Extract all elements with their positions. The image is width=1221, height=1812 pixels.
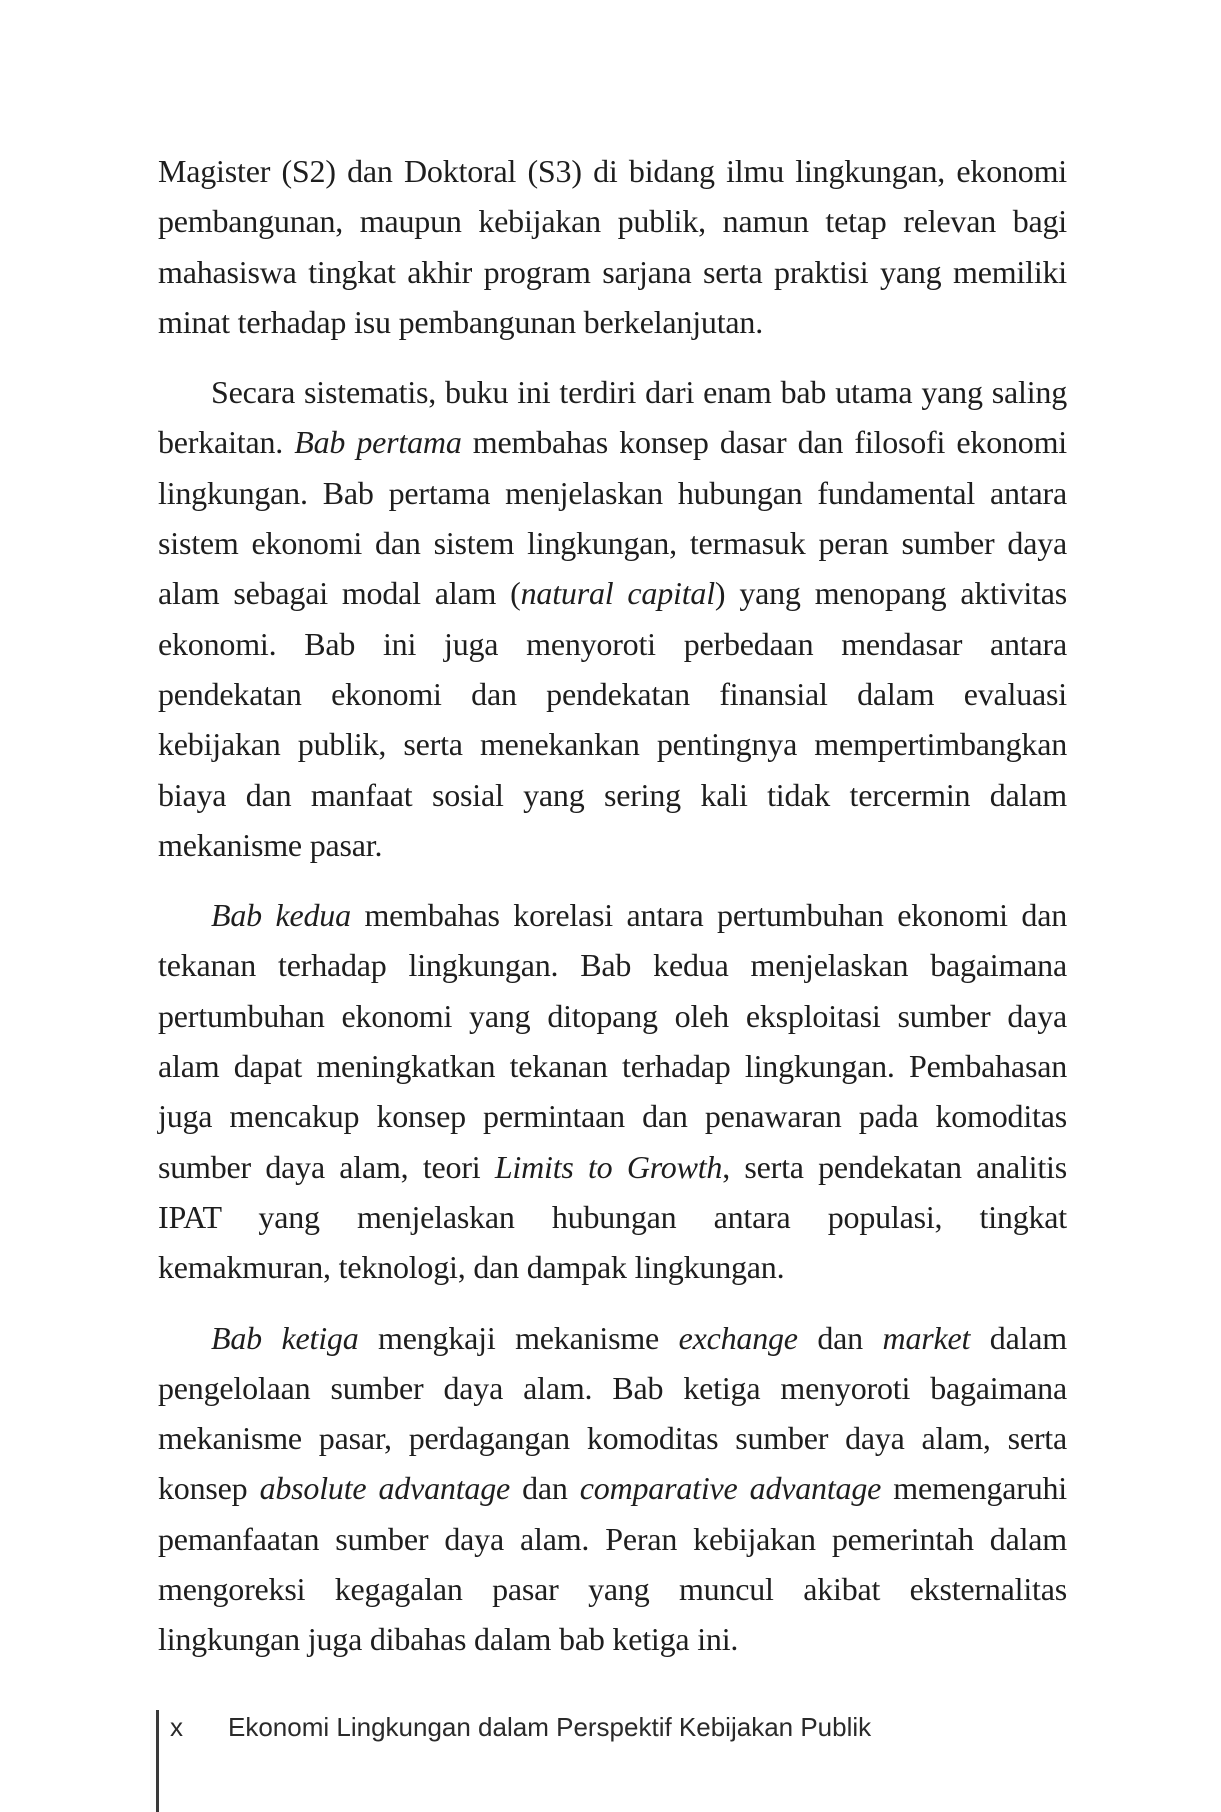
italic-term: natural capital — [520, 575, 715, 612]
text-run: ) yang menopang aktivitas ekonomi. Bab ini juga menyoroti perbedaan mendasar antara pendekatan ekonomi dan pendekatan finansial dalam evaluasi kebijakan publik, serta menekankan pentingnya mempertimbangkan biaya dan manfaat sosial yang sering kali tidak tercermin dalam mekanisme pasar. — [158, 575, 1067, 863]
italic-term: Bab ketiga — [211, 1319, 359, 1356]
paragraph — [158, 367, 1067, 870]
text-run: memengaruhi pemanfaatan sumber daya alam. Peran kebijakan pemerintah dalam mengoreksi kegagalan pasar yang muncul akibat eksternalitas lingkungan juga dibahas dalam bab ketiga ini. — [158, 1470, 1067, 1658]
text-run: Secara sistematis, buku ini terdiri dari enam bab utama yang saling berkaitan. — [158, 374, 1067, 461]
paragraph — [158, 890, 1067, 1292]
paragraph — [158, 146, 1067, 347]
book-title: Ekonomi Lingkungan dalam Perspektif Kebijakan Publik — [228, 1712, 872, 1742]
italic-term: Bab kedua — [211, 897, 351, 934]
italic-term: Bab pertama — [294, 424, 462, 461]
running-footer — [170, 1712, 871, 1743]
italic-term: comparative advantage — [579, 1470, 882, 1507]
paragraph — [158, 1313, 1067, 1665]
italic-term: market — [882, 1319, 971, 1356]
text-run: , serta pendekatan analitis IPAT yang menjelaskan hubungan antara populasi, tingkat kemakmuran, teknologi, dan dampak lingkungan. — [158, 1148, 1067, 1286]
footer-rule — [156, 1710, 159, 1812]
italic-term: Limits to Growth — [494, 1148, 723, 1185]
text-run: membahas korelasi antara pertumbuhan ekonomi dan tekanan terhadap lingkungan. Bab kedua menjelaskan bagaimana pertumbuhan ekonomi yang ditopang oleh eksploitasi sumber daya alam dapat meningkatkan tekanan terhadap lingkungan. Pembahasan juga mencakup konsep permintaan dan penawaran pada komoditas sumber daya alam, teori — [158, 897, 1068, 1185]
text-run: dalam pengelolaan sumber daya alam. Bab ketiga menyoroti bagaimana mekanisme pasar, perdagangan komoditas sumber daya alam, serta konsep — [158, 1319, 1067, 1507]
text-run: Magister (S2) dan Doktoral (S3) di bidang ilmu lingkungan, ekonomi pembangunan, maupun kebijakan publik, namun tetap relevan bagi mahasiswa tingkat akhir program sarjana serta praktisi yang memiliki minat terhadap isu pembangunan berkelanjutan. — [158, 153, 1067, 340]
body-text — [158, 146, 1067, 1685]
italic-term: absolute advantage — [259, 1470, 510, 1507]
text-run: mengkaji mekanisme — [358, 1319, 679, 1356]
text-run: dan — [797, 1319, 883, 1356]
italic-term: exchange — [678, 1319, 798, 1356]
text-run: membahas konsep dasar dan filosofi ekonomi lingkungan. Bab pertama menjelaskan hubungan fundamental antara sistem ekonomi dan sistem lingkungan, termasuk peran sumber daya alam sebagai modal alam ( — [158, 424, 1067, 612]
text-run: dan — [510, 1470, 580, 1507]
page-number: x — [170, 1712, 183, 1742]
